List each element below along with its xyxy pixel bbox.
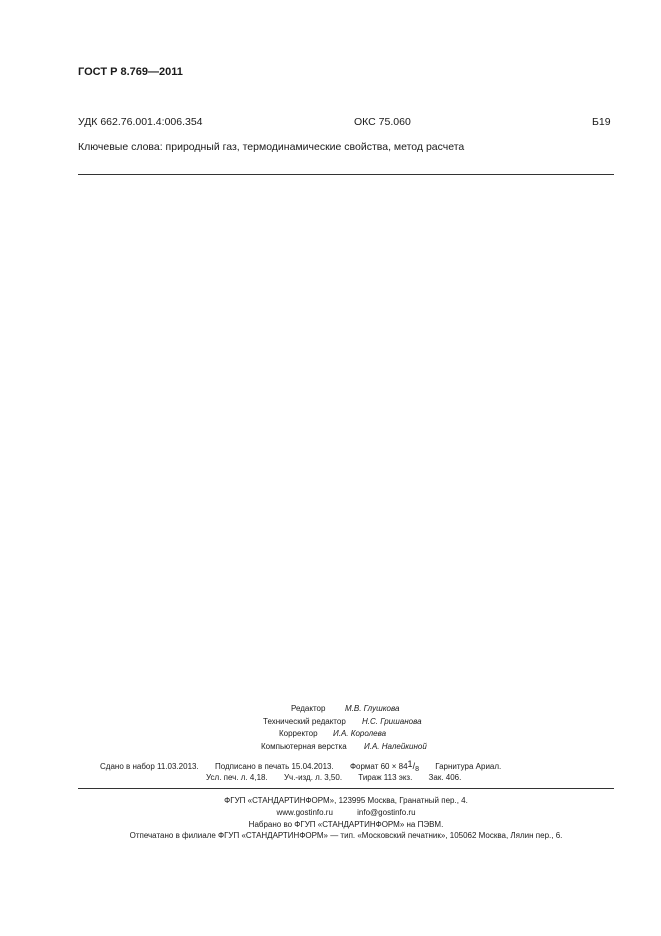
- format-times: ×: [391, 762, 397, 771]
- standard-title: ГОСТ Р 8.769—2011: [78, 66, 183, 78]
- top-divider: [78, 174, 614, 175]
- submitted-date: Сдано в набор 11.03.2013.: [100, 762, 199, 771]
- format-numerator: 1: [407, 759, 413, 769]
- copies: Тираж 113 экз.: [358, 773, 413, 782]
- credits-block: [200, 703, 460, 753]
- credit-name: Н.С. Гришанова: [362, 716, 422, 726]
- credit-name: И.А. Королева: [333, 729, 387, 738]
- keywords: Ключевые слова: природный газ, термодинамические свойства, метод расчета: [78, 141, 465, 153]
- typeset-note: Набрано во ФГУП «СТАНДАРТИНФОРМ» на ПЭВМ.: [248, 820, 444, 829]
- credit-role: Технический редактор: [263, 716, 346, 726]
- publication-line-1: [100, 761, 501, 771]
- order-number: Зак. 406.: [428, 773, 462, 782]
- publisher-contacts: [78, 808, 614, 817]
- credit-role: Редактор: [291, 704, 326, 713]
- credit-name: И.А. Налейкиной: [364, 741, 427, 751]
- typeface: Гарнитура Ариал.: [435, 762, 502, 771]
- pub-sheets: Уч.-изд. л. 3,50.: [283, 773, 343, 782]
- signed-date: Подписано в печать 15.04.2013.: [214, 762, 334, 771]
- publisher-email[interactable]: info@gostinfo.ru: [357, 808, 416, 817]
- publication-line-2: [206, 773, 461, 782]
- format-denominator: 8: [415, 766, 419, 773]
- format-fraction: $1/_8$: [407, 759, 419, 773]
- publisher-address: ФГУП «СТАНДАРТИНФОРМ», 123995 Москва, Гранатный пер., 4.: [224, 796, 468, 805]
- publisher-website[interactable]: www.gostinfo.ru: [276, 808, 333, 817]
- class-code: Б19: [592, 116, 611, 128]
- print-sheets: Усл. печ. л. 4,18.: [206, 773, 268, 782]
- credit-row-corrector: [200, 728, 460, 741]
- credit-role: Корректор: [279, 729, 318, 738]
- credit-row-layout: [200, 741, 460, 754]
- format-label: Формат 60: [349, 762, 390, 771]
- format-value: 84: [398, 762, 408, 771]
- udk-code: УДК 662.76.001.4:006.354: [78, 116, 203, 128]
- credit-name: М.В. Глушкова: [345, 704, 400, 713]
- credit-row-editor: [200, 703, 460, 716]
- printed-note: Отпечатано в филиале ФГУП «СТАНДАРТИНФОРМ» — тип. «Московский печатник», 105062 Москва, Лялин пер., 6.: [129, 831, 563, 840]
- credit-role: Компьютерная верстка: [261, 741, 347, 751]
- oks-code: ОКС 75.060: [354, 116, 411, 128]
- bottom-divider: [78, 788, 614, 789]
- credit-row-tech-editor: [200, 716, 460, 729]
